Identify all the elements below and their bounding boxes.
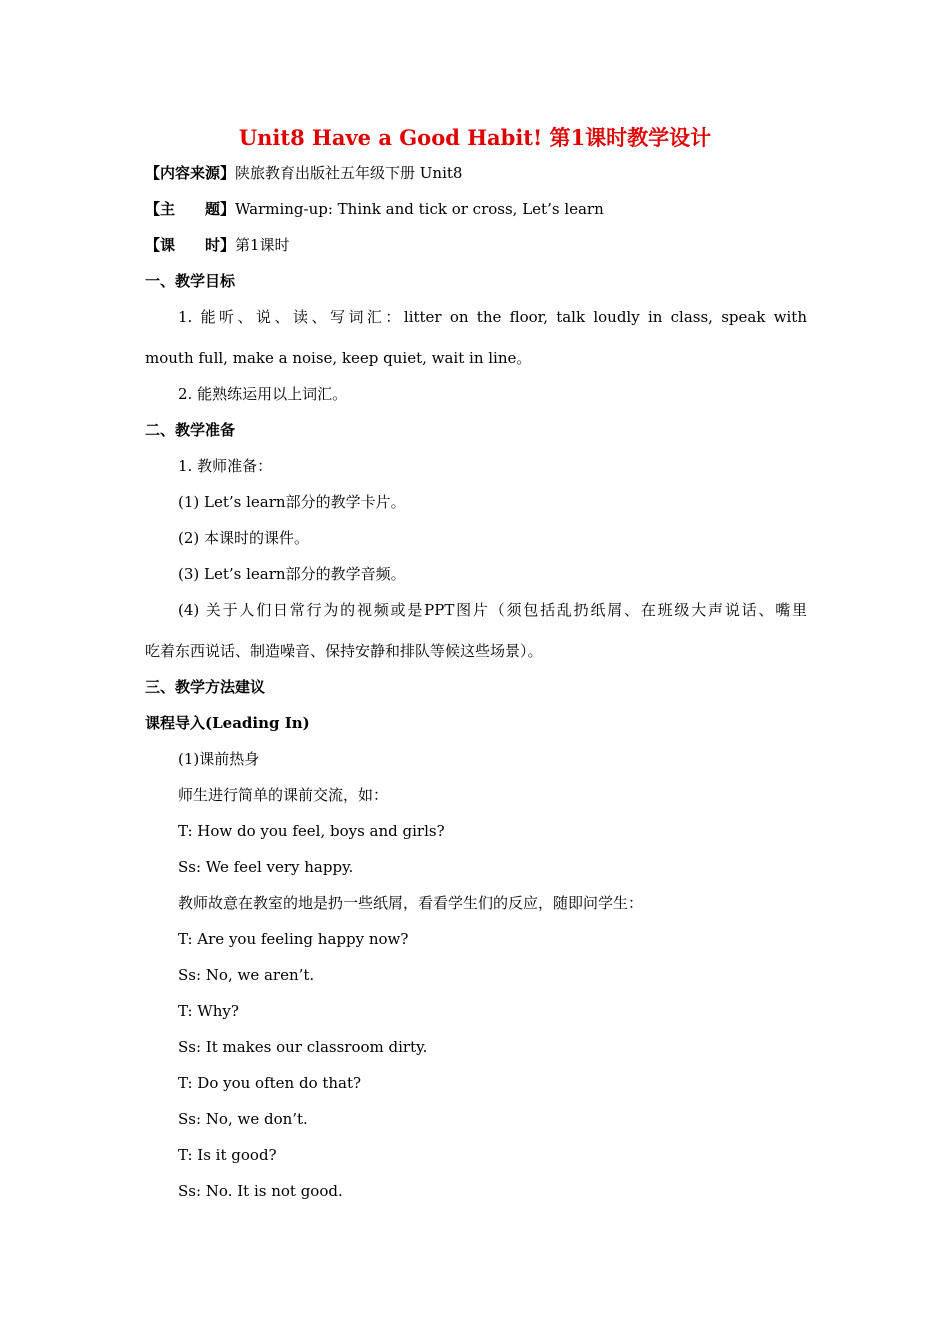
section1-item1-line2: mouth full, make a noise, keep quiet, wait in line。: [145, 349, 532, 367]
section3-intro: 师生进行简单的课前交流，如：: [178, 786, 389, 804]
meta-topic: [145, 199, 604, 219]
meta-period: [145, 235, 290, 255]
section2-p4-line2: 吃着东西说话、制造噪音、保持安静和排队等候这些场景）。: [145, 642, 543, 660]
section2-p4-line1: (4) 关于人们日常行为的视频或是PPT图片（须包括乱扔纸屑、在班级大声说话、嘴里: [178, 601, 807, 619]
meta-period-label: 【课 时】: [145, 236, 236, 254]
section1-heading: 一、教学目标: [145, 272, 236, 290]
section2-sub1: 1. 教师准备：: [178, 457, 273, 475]
section3-narration: 教师故意在教室的地是扔一些纸屑，看看学生们的反应，随即问学生：: [178, 894, 644, 912]
section2-heading: 二、教学准备: [145, 421, 236, 439]
meta-topic-value: Warming-up: Think and tick or cross, Let’s learn: [235, 200, 604, 218]
meta-source: [145, 163, 462, 183]
dialogue-line: T: Why?: [178, 1002, 239, 1020]
section3-warmup: (1)课前热身: [178, 750, 260, 768]
dialogue-line: Ss: It makes our classroom dirty.: [178, 1038, 428, 1056]
dialogue-line: Ss: We feel very happy.: [178, 858, 354, 876]
document-title: Unit8 Have a Good Habit! 第1课时教学设计: [238, 125, 712, 150]
dialogue-line: T: Are you feeling happy now?: [178, 930, 409, 948]
section2-p2: (2) 本课时的课件。: [178, 529, 310, 547]
dialogue-line: Ss: No, we aren’t.: [178, 966, 315, 984]
section2-p3: (3) Let’s learn部分的教学音频。: [178, 565, 406, 583]
dialogue-line: T: Is it good?: [178, 1146, 277, 1164]
meta-topic-label: 【主 题】: [145, 200, 236, 218]
section3-subheading: 课程导入(Leading In): [145, 714, 310, 732]
meta-source-label: 【内容来源】: [145, 164, 236, 182]
dialogue-line: T: How do you feel, boys and girls?: [178, 822, 445, 840]
meta-period-value: 第1课时: [235, 236, 290, 254]
dialogue-line: T: Do you often do that?: [178, 1074, 362, 1092]
section1-item1-line1: 1. 能听、说、读、写词汇：litter on the floor, talk loudly in class, speak with: [178, 308, 807, 326]
dialogue-line: Ss: No. It is not good.: [178, 1182, 343, 1200]
section2-p1: (1) Let’s learn部分的教学卡片。: [178, 493, 406, 511]
section1-item2: 2. 能熟练运用以上词汇。: [178, 385, 348, 403]
dialogue-line: Ss: No, we don’t.: [178, 1110, 308, 1128]
section3-heading: 三、教学方法建议: [145, 678, 266, 696]
meta-source-value: 陕旅教育出版社五年级下册 Unit8: [235, 164, 463, 182]
